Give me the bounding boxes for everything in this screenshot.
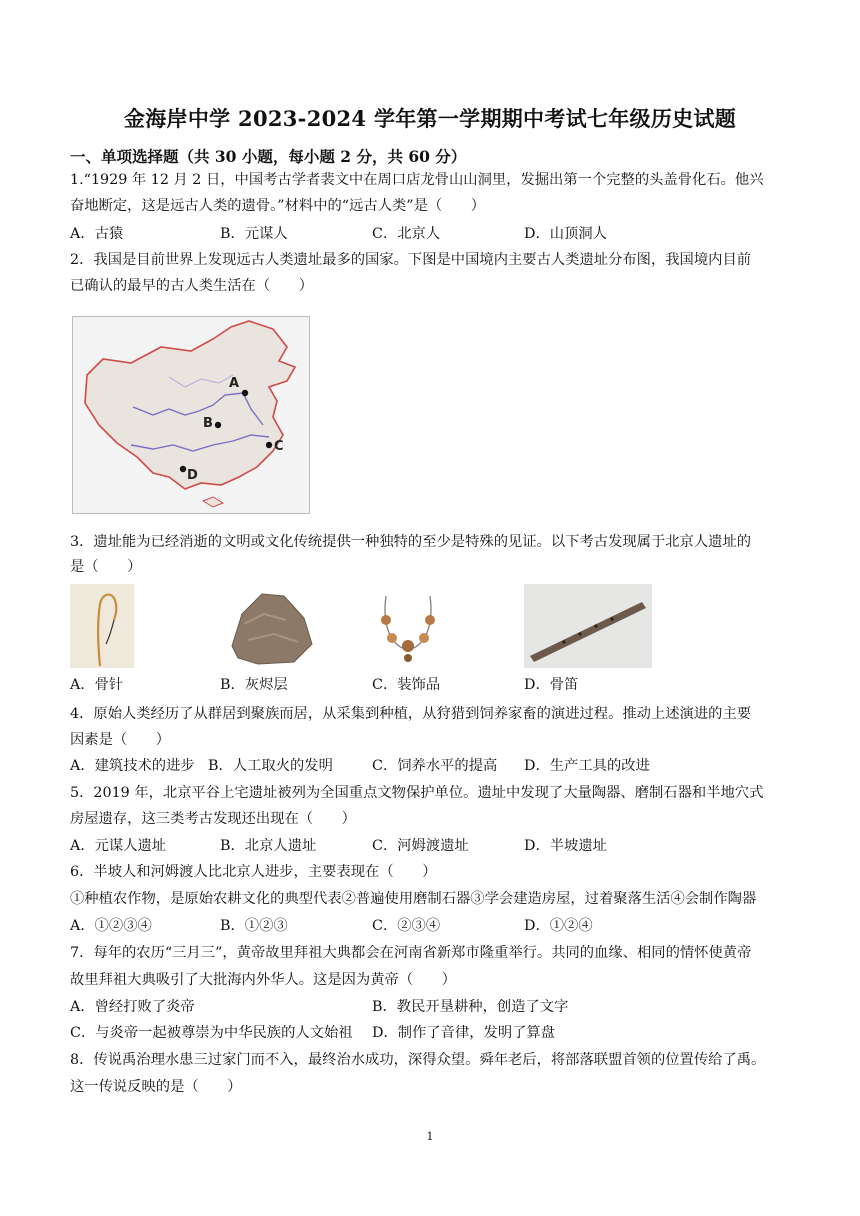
q1-line1: 1.“1929 年 12 月 2 日，中国考古学者裴文中在周口店龙骨山山洞里，发掘出第一个完整的头盖骨化石。他兴: [70, 172, 764, 188]
q6-option-a: A．①②③④: [70, 918, 152, 934]
site-b-dot: [215, 422, 221, 428]
ancient-sites-map: [72, 316, 310, 514]
q3-option-c: C．装饰品: [372, 677, 441, 693]
site-d-dot: [180, 466, 186, 472]
q5-option-c: C．河姆渡遗址: [372, 838, 469, 854]
q6-line2: ①种植农作物，是原始农耕文化的典型代表②普遍使用磨制石器③学会建造房屋，过着聚落生活④会制作陶器: [70, 891, 757, 907]
q5-option-a: A．元谋人遗址: [70, 838, 167, 854]
q6-line1: 6．半坡人和河姆渡人比北京人进步，主要表现在（ ）: [70, 864, 437, 880]
q8-line2: 这一传说反映的是（ ）: [70, 1079, 242, 1095]
q5-line1: 5．2019 年，北京平谷上宅遗址被列为全国重点文物保护单位。遗址中发现了大量陶器、磨制石器和半地穴式: [70, 785, 764, 801]
exam-title: 金海岸中学 2023-2024 学年第一学期期中考试七年级历史试题: [123, 106, 737, 131]
q1-option-d: D．山顶洞人: [524, 226, 607, 242]
map-label-b: B: [203, 416, 213, 431]
bone-flute-image: [524, 584, 652, 668]
q4-option-a: A．建筑技术的进步: [70, 758, 195, 774]
q3-line2: 是（ ）: [70, 559, 142, 575]
q3-option-d: D．骨笛: [524, 677, 579, 693]
q2-line2: 已确认的最早的古人类生活在（ ）: [70, 278, 314, 294]
q3-option-a: A．骨针: [70, 677, 124, 693]
q7-line2: 故里拜祖大典吸引了大批海内外华人。这是因为黄帝（ ）: [70, 972, 457, 988]
ornament-necklace-image: [372, 584, 444, 668]
q7-option-c: C．与炎帝一起被尊崇为中华民族的人文始祖: [70, 1025, 353, 1041]
q4-line2: 因素是（ ）: [70, 732, 171, 748]
q4-option-d: D．生产工具的改进: [524, 758, 650, 774]
q1-line2: 奋地断定，这是远古人类的遗骨。”材料中的“远古人类”是（ ）: [70, 198, 486, 214]
q7-option-b: B．教民开垦耕种，创造了文字: [372, 999, 569, 1015]
page-number: 1: [426, 1130, 434, 1143]
site-a-dot: [242, 390, 248, 396]
map-label-d: D: [187, 468, 198, 483]
q1-option-c: C．北京人: [372, 226, 441, 242]
ash-layer-image: [224, 584, 316, 668]
q8-line1: 8．传说禹治理水患三过家门而不入，最终治水成功，深得众望。舜年老后，将部落联盟首领的位置传给了禹。: [70, 1052, 766, 1068]
q3-option-b: B．灰烬层: [220, 677, 288, 693]
q3-line1: 3．遗址能为已经消逝的文明或文化传统提供一种独特的至少是特殊的见证。以下考古发现属于北京人遗址的: [70, 534, 752, 550]
q1-option-b: B．元谋人: [220, 226, 288, 242]
q5-line2: 房屋遗存，这三类考古发现还出现在（ ）: [70, 811, 356, 827]
section-heading: 一、单项选择题（共 30 小题，每小题 2 分，共 60 分）: [70, 147, 467, 166]
q4-option-c: C．饲养水平的提高: [372, 758, 498, 774]
q4-option-b: B．人工取火的发明: [208, 758, 333, 774]
q2-line1: 2．我国是目前世界上发现远古人类遗址最多的国家。下图是中国境内主要古人类遗址分布图，我国境内目前: [70, 252, 752, 268]
q5-option-d: D．半坡遗址: [524, 838, 607, 854]
q7-option-a: A．曾经打败了炎帝: [70, 999, 195, 1015]
q5-option-b: B．北京人遗址: [220, 838, 317, 854]
map-label-a: A: [229, 376, 240, 391]
q7-option-d: D．制作了音律，发明了算盘: [372, 1025, 556, 1041]
q7-line1: 7．每年的农历“三月三”，黄帝故里拜祖大典都会在河南省新郑市隆重举行。共同的血缘、相同的情怀使黄帝: [70, 945, 752, 961]
q4-line1: 4．原始人类经历了从群居到聚族而居，从采集到种植，从狩猎到饲养家畜的演进过程。推动上述演进的主要: [70, 706, 752, 722]
q6-option-c: C．②③④: [372, 918, 441, 934]
q6-option-d: D．①②④: [524, 918, 593, 934]
map-label-c: C: [274, 439, 284, 454]
china-map-image: [73, 317, 309, 513]
q1-option-a: A．古猿: [70, 226, 124, 242]
site-c-dot: [266, 442, 272, 448]
bone-needle-image: [70, 584, 134, 668]
q6-option-b: B．①②③: [220, 918, 288, 934]
